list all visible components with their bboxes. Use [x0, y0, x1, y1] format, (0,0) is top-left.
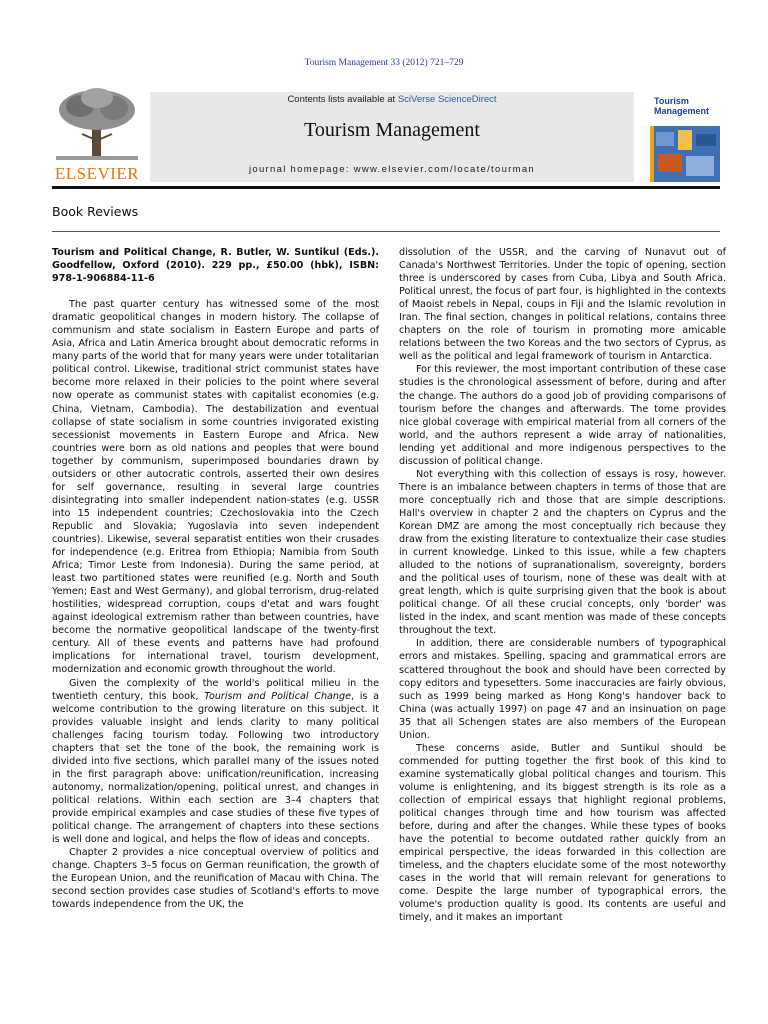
section-heading: Book Reviews	[52, 204, 139, 219]
cover-art-icon	[650, 126, 720, 182]
book-citation: Tourism and Political Change, R. Butler, W. Suntikul (Eds.). Goodfellow, Oxford (2010). 229 pp., £50.00 (hbk), ISBN: 978-1-906884-11-6	[52, 247, 379, 285]
contents-line	[150, 94, 634, 105]
elsevier-logo	[52, 86, 142, 182]
journal-cover	[650, 86, 720, 182]
journal-title: Tourism Management	[304, 119, 480, 141]
paragraph: dissolution of the USSR, and the carving of Nunavut out of Canada's Northwest Territories. Under the topic of opening, section three is underscored by cases from Cuba, Libya and South Africa. Political unrest, the focus of part four, is highlighted in the contexts of Maoist rebels in Nepal, coups in Fiji and the Islamic revolution in Iran. The final section, changes in political relations, contains three chapters on the role of tourism in promoting more amicable relations between the two Koreas and the two sectors of Cyprus, as well as the political and legal framework of tourism in Antarctica.	[399, 247, 726, 363]
contents-prefix: Contents lists available at	[287, 94, 396, 105]
paragraph: For this reviewer, the most important contribution of these case studies is the chronological assessment of before, during and after the change. The authors do a good job of providing comparisons of tourism before the changes and afterwards. The tome provides nice global coverage with empirical material from all corners of the world, and the authors represent a wide array of nationalities, lending yet additional and more indigenous perspectives to the discussion of political change.	[399, 364, 726, 467]
header-rule	[52, 186, 720, 189]
paragraph: Not everything with this collection of essays is rosy, however. There is an imbalance between chapters in terms of those that are more conceptually rich and those that are simple descriptions. Hall's overview in chapter 2 and the chapters on Cyprus and the Korean DMZ are among the most conceptually rich because they draw from the existing literature to contextualize their case studies in current knowledge. Linked to this issue, while a few chapters alluded to the notions of supranationalism, sovereignty, borders and the political uses of tourism, none of these was dealt with at great length, which is quite surprising given that the book is about political change. Of all these crucial concepts, only 'border' was listed in the index, and scant mention was made of these concepts throughout the text.	[399, 468, 726, 637]
book-title: Tourism and Political Change	[204, 690, 351, 702]
journal-masthead	[150, 92, 634, 182]
publisher-wordmark: ELSEVIER	[54, 164, 140, 183]
paragraph-text: Given the complexity of the world's political milieu in the twentieth century, this book,	[52, 677, 379, 702]
tree-icon	[52, 86, 142, 162]
paragraph	[52, 677, 379, 847]
journal-citation[interactable]: Tourism Management 33 (2012) 721–729	[304, 58, 464, 68]
right-column	[399, 246, 726, 924]
journal-homepage[interactable]: journal homepage: www.elsevier.com/locate/tourman	[248, 164, 535, 175]
cover-title: Tourism Management	[654, 96, 710, 116]
sciencedirect-link[interactable]: SciVerse ScienceDirect	[397, 94, 497, 105]
section-rule	[52, 231, 720, 232]
paragraph-text: , is a welcome contribution to the growing literature on this subject. It provides valuable insight and lends clarity to many political challenges facing tourism today. Following two introductory chapters that set the tone of the book, the remaining work is divided into five sections, which parallel many of the issues noted in the first paragraph above: unification/reunification, increasing autonomy, normalization/opening, political unrest, and changes in political relations. Within each section are 3–4 chapters that provide empirical examples and case studies of these five types of political change. The arrangement of chapters into these sections is well done and logical, and helps the flow of ideas and concepts.	[52, 690, 379, 846]
paragraph: In addition, there are considerable numbers of typographical errors and mistakes. Spelling, spacing and grammatical errors are scattered throughout the book and should have been corrected by copy editors and typesetters. Some inaccuracies are fairly obvious, such as 1999 being marked as Hong Kong's handover back to China (was actually 1997) on page 47 and an insinuation on page 35 that all Schengen states are also members of the European Union.	[399, 638, 726, 741]
paragraph: These concerns aside, Butler and Suntikul should be commended for putting together the first book of this kind to examine systematically global political changes and tourism. This volume is enlightening, and its biggest strength is its role as a collection of empirical essays that highlight regional problems, political changes through time and how tourism was affected before, during and after the changes. While these types of books have the potential to become outdated rather quickly from an empirical perspective, the ideas forwarded in this collection are timeless, and the chapters elucidate some of the most noteworthy cases in the world that will remain relevant for generations to come. Despite the large number of typographical errors, the volume's production quality is good. Its contents are useful and timely, and it makes an important	[399, 742, 726, 924]
left-column	[52, 246, 379, 911]
paragraph: Chapter 2 provides a nice conceptual overview of politics and change. Chapters 3–5 focus on German reunification, the growth of the European Union, and the reunification of Macau with China. The second section provides case studies of Scotland's efforts to move towards independence from the UK, the	[52, 847, 379, 911]
paragraph: The past quarter century has witnessed some of the most dramatic geopolitical changes in modern history. The collapse of communism and state socialism in Eastern Europe and parts of Asia, Africa and Latin America brought about democratic reforms in many parts of the world that for many years were under totalitarian political control. Likewise, traditional strict communist states have become more relaxed in their policies to the point where several now operate as communist states with capitalist economies (e.g. China, Vietnam, Cambodia). The destabilization and eventual collapse of state socialism in some countries invigorated existing secessionist movements in Eastern Europe and Africa. New countries were born as old nations and peoples that were bound together by communism, superimposed boundaries drawn by outsiders or other autocratic controls, asserted their own desires for self governance, resulting in several large countries disintegrating into smaller independent nation-states (e.g. USSR into 15 independent countries; Czechoslovakia into the Czech Republic and Slovakia; Yugoslavia into seven independent countries). Likewise, several separatist entities won their crusades for independence (e.g. Eritrea from Ethiopia; Namibia from South Africa; Timor Leste from Indonesia). During the same period, at least two partitioned states were reunified (e.g. North and South Yemen; East and West Germany), and global terrorism, drug-related hostilities, widespread corruption, coups d'etat and wars fought against ideological extremism rather than between countries, have become the normative geopolitical landscape of the twenty-first century. All of these events and patterns have had profound implications for international travel, tourism development, modernization and economic growth throughout the world.	[52, 299, 379, 676]
